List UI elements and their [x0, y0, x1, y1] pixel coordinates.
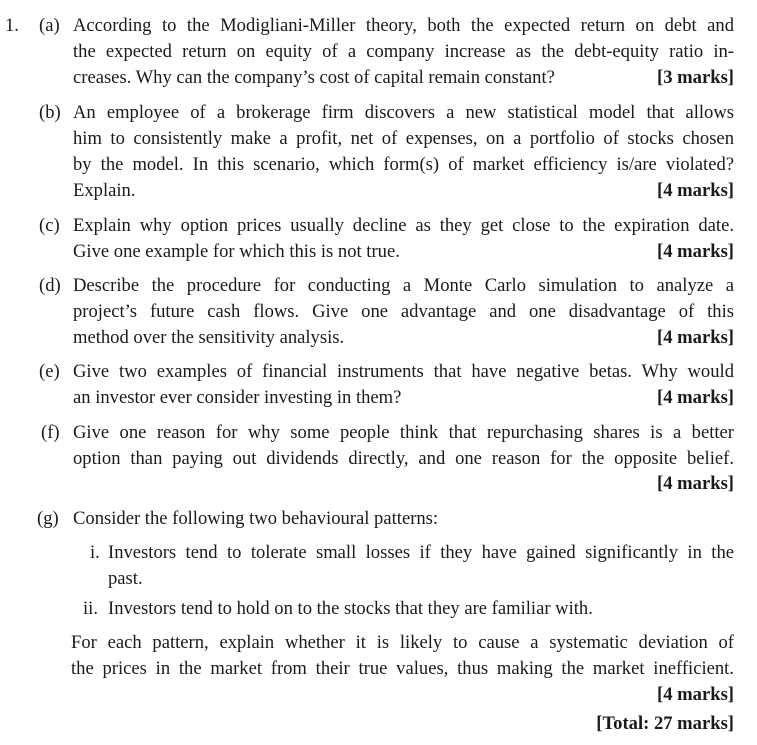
part-b-label: (b)	[39, 102, 61, 123]
part-b-line-2: him to consistently make a profit, net of expenses, on a portfolio of stocks chosen	[73, 128, 734, 149]
part-a-line-3: creases. Why can the company’s cost of capital remain constant?	[73, 67, 555, 88]
part-d-label: (d)	[39, 275, 61, 296]
part-d-marks: [4 marks]	[657, 327, 734, 348]
part-e-line-1: Give two examples of financial instruments that have negative betas. Why would	[73, 361, 734, 382]
part-b-marks: [4 marks]	[657, 180, 734, 201]
part-f-line-2: option than paying out dividends directly, and one reason for the opposite belief.	[73, 448, 734, 469]
part-a-line-1: According to the Modigliani-Miller theory, both the expected return on debt and	[73, 15, 734, 36]
part-g-item-i-label: i.	[90, 542, 100, 563]
part-g-marks: [4 marks]	[657, 684, 734, 705]
part-c-line-2: Give one example for which this is not true.	[73, 241, 400, 262]
part-f-line-1: Give one reason for why some people think that repurchasing shares is a better	[73, 422, 734, 443]
question-number: 1.	[5, 15, 19, 36]
part-b-line-3: by the model. In this scenario, which form(s) of market efficiency is/are violated?	[73, 154, 734, 175]
part-g-item-i-line-1: Investors tend to tolerate small losses if they have gained significantly in the	[108, 542, 734, 563]
part-b-line-1: An employee of a brokerage firm discovers a new statistical model that allows	[73, 102, 734, 123]
part-e-line-2: an investor ever consider investing in them?	[73, 387, 402, 408]
part-f-marks: [4 marks]	[657, 473, 734, 494]
part-b-line-4: Explain.	[73, 180, 136, 201]
total-marks: [Total: 27 marks]	[596, 713, 734, 734]
part-a-marks: [3 marks]	[657, 67, 734, 88]
part-g-item-i-line-2: past.	[108, 568, 143, 589]
part-c-line-1: Explain why option prices usually decline as they get close to the expiration date.	[73, 215, 734, 236]
part-g-item-ii-label: ii.	[83, 598, 98, 619]
part-e-label: (e)	[39, 361, 60, 382]
part-c-label: (c)	[39, 215, 60, 236]
part-d-line-3: method over the sensitivity analysis.	[73, 327, 345, 348]
part-e-marks: [4 marks]	[657, 387, 734, 408]
part-g-item-ii-line-1: Investors tend to hold on to the stocks that they are familiar with.	[108, 598, 593, 619]
part-a-line-2: the expected return on equity of a company increase as the debt-equity ratio in-	[73, 41, 734, 62]
part-g-closing-line-2: the prices in the market from their true values, thus making the market inefficient.	[71, 658, 734, 679]
part-f-label: (f)	[41, 422, 60, 443]
part-g-intro: Consider the following two behavioural patterns:	[73, 508, 439, 529]
part-g-closing-line-1: For each pattern, explain whether it is likely to cause a systematic deviation of	[71, 632, 734, 653]
part-d-line-1: Describe the procedure for conducting a Monte Carlo simulation to analyze a	[73, 275, 734, 296]
part-c-marks: [4 marks]	[657, 241, 734, 262]
part-d-line-2: project’s future cash flows. Give one advantage and one disadvantage of this	[73, 301, 734, 322]
part-a-label: (a)	[39, 15, 60, 36]
part-g-label: (g)	[37, 508, 59, 529]
